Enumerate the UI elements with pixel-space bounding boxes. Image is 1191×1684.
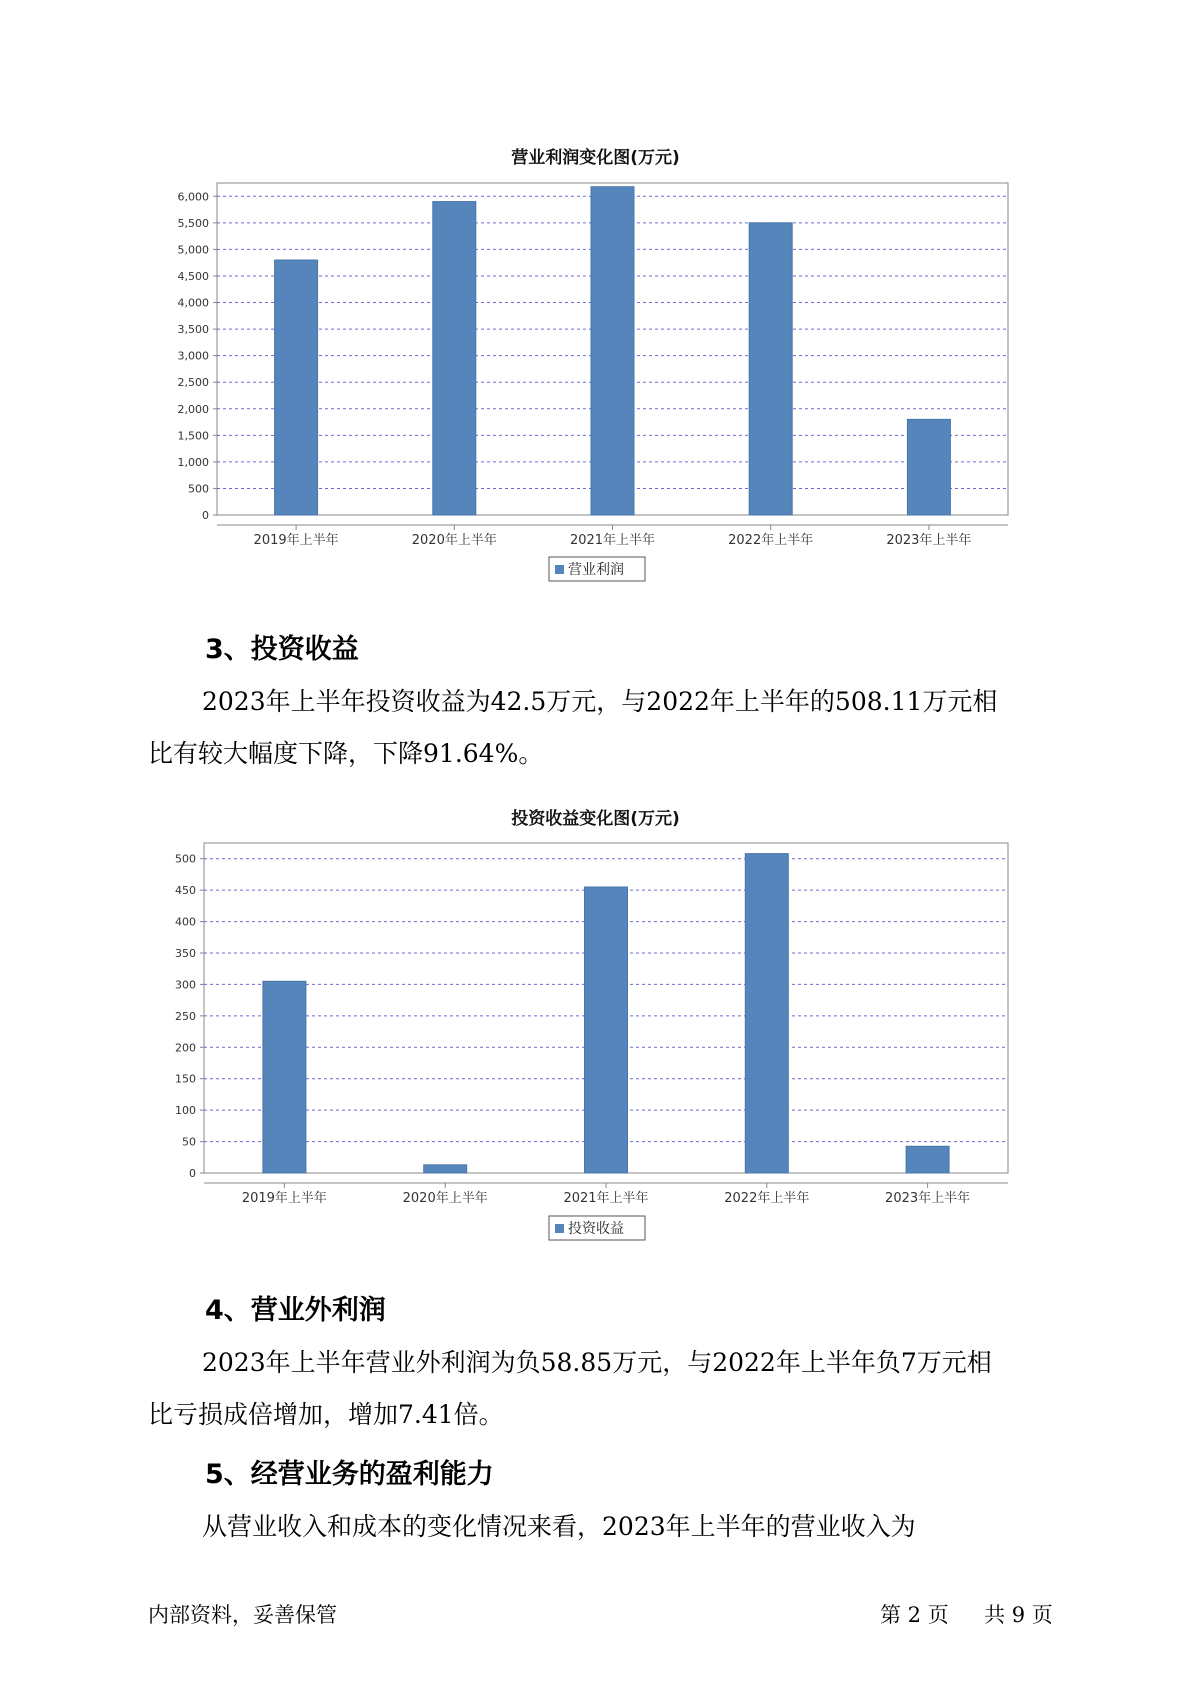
x-tick-label: 2019年上半年 xyxy=(241,1191,327,1206)
x-tick-label: 2020年上半年 xyxy=(402,1191,488,1206)
footer-confidential-note: 内部资料，妥善保管 xyxy=(148,1603,337,1627)
x-tick-label: 2021年上半年 xyxy=(563,1191,649,1206)
y-tick-label: 5,500 xyxy=(177,216,209,230)
y-tick-label: 3,000 xyxy=(177,349,209,363)
y-tick-label: 1,500 xyxy=(177,429,209,443)
section-4-paragraph xyxy=(148,1337,1048,1441)
bar-3 xyxy=(585,887,628,1173)
section-4-line-1: 2023年上半年营业外利润为负58.85万元，与2022年上半年负7万元相 xyxy=(202,1348,992,1377)
y-tick-label: 0 xyxy=(189,1167,196,1180)
footer-page-number: 第 2 页 xyxy=(880,1603,949,1627)
section-3-heading: 3、投资收益 xyxy=(205,634,359,665)
y-tick-label: 1,000 xyxy=(177,455,209,469)
x-tick-label: 2019年上半年 xyxy=(253,533,339,548)
y-tick-label: 4,000 xyxy=(177,296,209,310)
y-tick-label: 150 xyxy=(175,1072,196,1086)
x-tick-label: 2022年上半年 xyxy=(724,1191,810,1206)
section-5-paragraph xyxy=(148,1501,1048,1553)
y-tick-label: 350 xyxy=(175,947,196,960)
footer-page-info xyxy=(880,1599,1053,1629)
y-tick-label: 50 xyxy=(182,1135,196,1149)
y-tick-label: 0 xyxy=(202,509,209,522)
x-tick-label: 2023年上半年 xyxy=(885,1191,971,1206)
y-tick-label: 450 xyxy=(175,884,196,898)
x-tick-label: 2022年上半年 xyxy=(728,533,814,548)
y-tick-label: 400 xyxy=(175,915,196,929)
y-tick-label: 2,000 xyxy=(177,402,209,416)
y-tick-label: 500 xyxy=(175,852,196,866)
legend-swatch xyxy=(555,1224,564,1233)
legend-label: 投资收益 xyxy=(568,1221,624,1237)
y-tick-label: 4,500 xyxy=(177,269,209,283)
y-tick-label: 250 xyxy=(175,1009,196,1023)
chart-1-title: 营业利润变化图(万元) xyxy=(511,148,680,168)
section-4-heading: 4、营业外利润 xyxy=(205,1295,386,1326)
section-3-line-2: 比有较大幅度下降，下降91.64%。 xyxy=(148,739,544,768)
y-tick-label: 500 xyxy=(188,482,209,496)
y-tick-label: 3,500 xyxy=(177,323,209,337)
bar-1 xyxy=(263,981,306,1173)
bar-4 xyxy=(745,854,788,1173)
x-tick-label: 2021年上半年 xyxy=(569,533,656,548)
y-tick-label: 100 xyxy=(175,1104,196,1118)
section-5-line-1: 从营业收入和成本的变化情况来看，2023年上半年的营业收入为 xyxy=(202,1512,916,1541)
section-3-line-1: 2023年上半年投资收益为42.5万元，与2022年上半年的508.11万元相 xyxy=(202,687,998,716)
section-4-line-2: 比亏损成倍增加，增加7.41倍。 xyxy=(148,1400,504,1429)
bar-5 xyxy=(906,1146,949,1173)
x-tick-label: 2023年上半年 xyxy=(886,533,972,548)
bar-2 xyxy=(424,1165,467,1173)
y-tick-label: 5,000 xyxy=(177,243,209,257)
footer-page-total: 共 9 页 xyxy=(984,1603,1053,1627)
section-5-heading: 5、经营业务的盈利能力 xyxy=(205,1459,494,1490)
y-tick-label: 2,500 xyxy=(177,376,209,390)
y-tick-label: 300 xyxy=(175,978,196,992)
chart-2-title: 投资收益变化图(万元) xyxy=(511,809,680,829)
y-tick-label: 200 xyxy=(175,1041,196,1055)
y-tick-label: 6,000 xyxy=(177,190,209,204)
legend-label: 营业利润 xyxy=(568,562,624,578)
x-tick-label: 2020年上半年 xyxy=(411,533,497,548)
